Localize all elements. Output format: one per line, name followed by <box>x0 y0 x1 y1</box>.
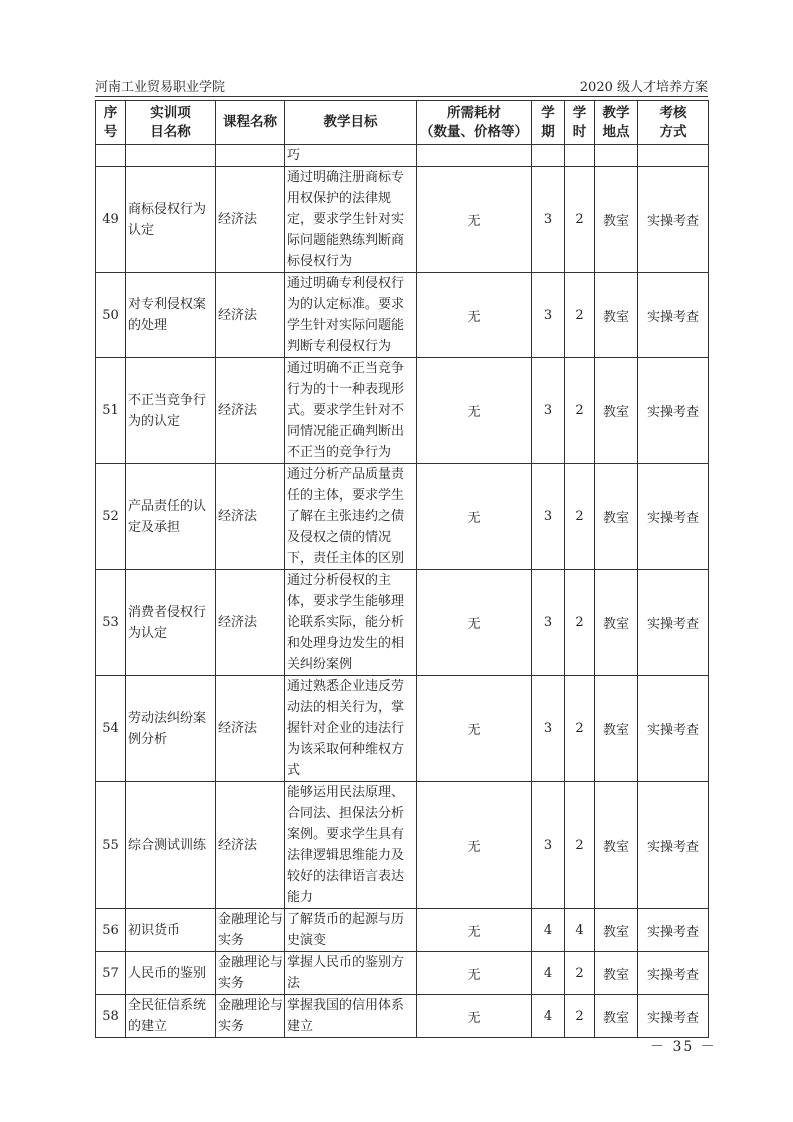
table-row-continuation <box>96 145 709 167</box>
cell-goal: 通过熟悉企业违反劳动法的相关行为，掌握针对企业的违法行为该采取何种维权方式 <box>285 676 417 782</box>
cell-hours: 2 <box>565 167 595 273</box>
cell-place: 教室 <box>595 676 638 782</box>
header-cell-course: 课程名称 <box>216 101 285 145</box>
cell-term: 3 <box>532 273 565 358</box>
cell-name: 全民征信系统的建立 <box>126 995 216 1038</box>
cell-no: 56 <box>96 909 126 952</box>
cell-goal: 通过明确注册商标专用权保护的法律规定，要求学生针对实际问题能熟练判断商标侵权行为 <box>285 167 417 273</box>
cell-assess: 实操考查 <box>638 464 709 570</box>
cell-course: 经济法 <box>216 358 285 464</box>
cell-hours: 2 <box>565 952 595 995</box>
cell-term: 3 <box>532 676 565 782</box>
cell-goal: 通过明确专利侵权行为的认定标准。要求学生针对实际问题能判断专利侵权行为 <box>285 273 417 358</box>
cell-assess: 实操考查 <box>638 167 709 273</box>
cell-no: 57 <box>96 952 126 995</box>
cell-name: 初识货币 <box>126 909 216 952</box>
table-row <box>96 676 709 782</box>
cell-name: 对专利侵权案的处理 <box>126 273 216 358</box>
cell-material: 无 <box>417 273 532 358</box>
cell-term: 3 <box>532 358 565 464</box>
cell-no: 52 <box>96 464 126 570</box>
cell-name: 综合测试训练 <box>126 782 216 909</box>
cell-no: 58 <box>96 995 126 1038</box>
cell-material: 无 <box>417 995 532 1038</box>
cell-place: 教室 <box>595 273 638 358</box>
cell-course: 经济法 <box>216 570 285 676</box>
cell-place: 教室 <box>595 464 638 570</box>
cell-no: 53 <box>96 570 126 676</box>
cell-hours: 2 <box>565 358 595 464</box>
cell-course: 经济法 <box>216 167 285 273</box>
table-row <box>96 358 709 464</box>
header-cell-place: 教学 地点 <box>595 101 638 145</box>
cell-material: 无 <box>417 676 532 782</box>
cell-hours: 2 <box>565 464 595 570</box>
table-header-row <box>96 101 709 145</box>
table-row <box>96 167 709 273</box>
cell-material: 无 <box>417 952 532 995</box>
header-cell-no: 序 号 <box>96 101 126 145</box>
cell-place: 教室 <box>595 782 638 909</box>
cell-course: 经济法 <box>216 273 285 358</box>
cell-material: 无 <box>417 909 532 952</box>
cell-goal: 通过明确不正当竞争行为的十一种表现形式。要求学生针对不同情况能正确判断出不正当的竞争行为 <box>285 358 417 464</box>
cell-goal: 通过分析侵权的主体，要求学生能够理论联系实际，能分析和处理身边发生的相关纠纷案例 <box>285 570 417 676</box>
header-cell-hours: 学 时 <box>565 101 595 145</box>
cell-hours: 4 <box>565 909 595 952</box>
cell-term: 3 <box>532 782 565 909</box>
cell-material: 无 <box>417 464 532 570</box>
cell-assess: 实操考查 <box>638 952 709 995</box>
cell-material: 无 <box>417 358 532 464</box>
cell-term: 4 <box>532 909 565 952</box>
cell-course: 金融理论与实务 <box>216 909 285 952</box>
cell-no: 51 <box>96 358 126 464</box>
cell-no: 50 <box>96 273 126 358</box>
cell-goal: 掌握人民币的鉴别方法 <box>285 952 417 995</box>
cell-no: 54 <box>96 676 126 782</box>
cell-name: 产品责任的认定及承担 <box>126 464 216 570</box>
header-cell-assess: 考核 方式 <box>638 101 709 145</box>
cell-place: 教室 <box>595 570 638 676</box>
cell-material: 无 <box>417 782 532 909</box>
table-row <box>96 570 709 676</box>
cell-name: 劳动法纠纷案例分析 <box>126 676 216 782</box>
page-header <box>95 76 708 96</box>
cell-hours: 2 <box>565 273 595 358</box>
header-cell-name: 实训项 目名称 <box>126 101 216 145</box>
cell-assess: 实操考查 <box>638 909 709 952</box>
cell-material: 无 <box>417 570 532 676</box>
header-cell-goal: 教学目标 <box>285 101 417 145</box>
table-row <box>96 782 709 909</box>
table-row <box>96 909 709 952</box>
table-row <box>96 273 709 358</box>
cell-place: 教室 <box>595 995 638 1038</box>
cell-goal: 掌握我国的信用体系建立 <box>285 995 417 1038</box>
cell-name: 不正当竞争行为的认定 <box>126 358 216 464</box>
cell-term: 3 <box>532 167 565 273</box>
training-table <box>95 100 709 1038</box>
cell-course: 金融理论与实务 <box>216 952 285 995</box>
cell-place: 教室 <box>595 167 638 273</box>
cell-assess: 实操考查 <box>638 358 709 464</box>
cell-no: 49 <box>96 167 126 273</box>
cell-material: 无 <box>417 167 532 273</box>
cell-place: 教室 <box>595 909 638 952</box>
cell-course: 经济法 <box>216 782 285 909</box>
cell-place: 教室 <box>595 358 638 464</box>
header-cell-material: 所需耗材 （数量、价格等） <box>417 101 532 145</box>
cell-name: 商标侵权行为认定 <box>126 167 216 273</box>
header-plan-title: 2020 级人才培养方案 <box>579 80 708 95</box>
header-divider <box>95 96 708 97</box>
cell-assess: 实操考查 <box>638 570 709 676</box>
table-row <box>96 995 709 1038</box>
cell-place: 教室 <box>595 952 638 995</box>
cell-term: 3 <box>532 570 565 676</box>
cell-assess: 实操考查 <box>638 273 709 358</box>
header-cell-term: 学 期 <box>532 101 565 145</box>
cell-hours: 2 <box>565 782 595 909</box>
header-school: 河南工业贸易职业学院 <box>95 80 226 95</box>
page-number: － 35 － <box>650 1039 717 1055</box>
cell-assess: 实操考查 <box>638 782 709 909</box>
cell-hours: 2 <box>565 570 595 676</box>
cell-name: 消费者侵权行为认定 <box>126 570 216 676</box>
cell-course: 金融理论与实务 <box>216 995 285 1038</box>
table-row <box>96 464 709 570</box>
cell-hours: 2 <box>565 676 595 782</box>
cell-term: 4 <box>532 952 565 995</box>
cell-term: 3 <box>532 464 565 570</box>
cell-goal: 能够运用民法原理、合同法、担保法分析案例。要求学生具有法律逻辑思维能力及较好的法律语言表达能力 <box>285 782 417 909</box>
cell-course: 经济法 <box>216 464 285 570</box>
cell-goal: 了解货币的起源与历史演变 <box>285 909 417 952</box>
cell-term: 4 <box>532 995 565 1038</box>
cell-course: 经济法 <box>216 676 285 782</box>
table-row <box>96 952 709 995</box>
cell-hours: 2 <box>565 995 595 1038</box>
continuation-text: 巧 <box>285 145 417 167</box>
cell-name: 人民币的鉴别 <box>126 952 216 995</box>
cell-goal: 通过分析产品质量责任的主体，要求学生了解在主张违约之债及侵权之债的情况下，责任主体的区别 <box>285 464 417 570</box>
cell-assess: 实操考查 <box>638 995 709 1038</box>
cell-assess: 实操考查 <box>638 676 709 782</box>
cell-no: 55 <box>96 782 126 909</box>
